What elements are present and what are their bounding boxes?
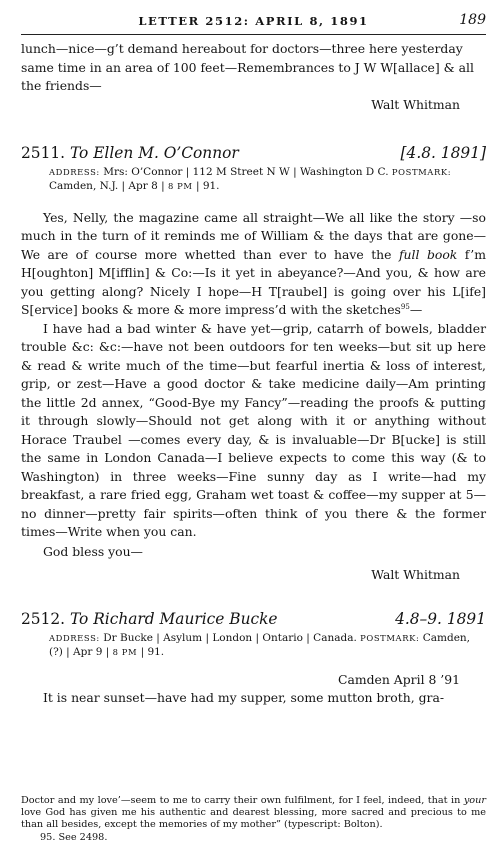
address-block: [49, 165, 486, 193]
letter-heading: [21, 610, 486, 628]
address-text: Dr Bucke | Asylum | London | Ontario | Canada.: [103, 632, 357, 644]
signature: Walt Whitman: [371, 96, 460, 112]
letter-recipient: To Richard Maurice Bucke: [69, 610, 278, 628]
signature: Walt Whitman: [371, 567, 460, 582]
letter-title: [21, 144, 239, 162]
letter-2511: [21, 144, 486, 585]
paragraph-text: f’m H[oughton] M[ifflin] & Co:—Is it yet in abeyance?—And you, & how are you getting along? Nicely I hope—H T[raubel] is going over his L[ife] S[ervice] books & more & more impress’d with the sketches: [21, 246, 486, 317]
address-block: [49, 631, 486, 659]
footnotes: [21, 795, 486, 844]
postmark-time: 8 PM: [112, 647, 138, 657]
footnote-text: Doctor and my love’—seem to me to carry their own fulfilment, for I feel, indeed, that in: [21, 795, 464, 806]
postmark-text: Camden, N.J. | Apr 8 |: [49, 179, 165, 192]
footnote: 95. See 2498.: [40, 831, 108, 843]
text-line: same time in an area of 100 feet—Remembrances to J W W[allace] & all: [21, 59, 474, 75]
text-line: lunch—nice—g’t demand hereabout for doctors—three here yesterday: [21, 41, 463, 56]
letter-heading: [21, 144, 486, 162]
paragraph-text: —: [409, 302, 423, 317]
letter-number: 2511.: [21, 143, 66, 162]
postmark-tail: | 91.: [140, 646, 165, 658]
running-head: [21, 12, 486, 35]
postmark-text: Camden, (?) | Apr 9 |: [49, 632, 471, 658]
body-paragraph: I have had a bad winter & have yet—grip, catarrh of bowels, bladder trouble &c: &c:—have not been outdoors for ten weeks—but sit up here & read & write much of the time—but fearful inertia & loss of interest, grip, or zest—Have a good doctor & take medicine daily—Am printing the little 2d annex, “Good-Bye my Fancy”—reading the proofs & putting it through slowly—Should not get along with it or anything without Horace Traubel —comes every day, & is invaluable—Dr B[ucke] is still the same in London Canada—I believe expects to come this way (& to Washington) in three weeks—Fine sunny day as I write—had my breakfast, a rare fried egg, Graham wet toast & coffee—my supper at 5—no dinner—pretty fair spirits—often think of you there & the former times—Write when you can.: [21, 320, 486, 539]
italic-text: full book: [398, 246, 458, 262]
postmark-label: POSTMARK:: [391, 166, 452, 177]
footnote-marker: 95: [400, 302, 410, 311]
letter-date: 4.8–9. 1891: [395, 610, 486, 628]
letter-title: [21, 610, 278, 628]
footnote-text: love God has given me his authentic and dearest blessing, more sacred and precious to me than all besides, except the memories of my mother” (typescript: Bolton).: [21, 807, 486, 831]
letter-recipient: To Ellen M. O’Connor: [69, 143, 239, 162]
running-head-title: LETTER 2512: APRIL 8, 1891: [138, 14, 369, 28]
footnote: [21, 795, 486, 832]
address-label: ADDRESS:: [49, 633, 100, 643]
postmark-label: POSTMARK:: [360, 633, 420, 643]
letter-number: 2512.: [21, 610, 66, 628]
body-paragraph: [21, 209, 486, 320]
text-line: the friends—: [21, 78, 102, 93]
paragraph-text: Yes, Nelly, the magazine came all straight—We all like the story —so much in the turn of it reminds me of William & the days that are gone—We are of course more whetted than ever to have the: [21, 209, 486, 262]
address-text: Mrs: O’Connor | 112 M Street N W | Washington D C.: [103, 165, 389, 178]
postmark-time: 8 PM: [167, 180, 193, 191]
address-label: ADDRESS:: [49, 166, 100, 177]
body-paragraph: It is near sunset—have had my supper, some mutton broth, gra-: [43, 690, 445, 705]
place-date: Camden April 8 ’91: [338, 672, 460, 687]
letter-date: [4.8. 1891]: [400, 143, 486, 162]
letter-2512: [21, 610, 486, 708]
continued-letter: [21, 40, 486, 114]
postmark-tail: | 91.: [195, 179, 220, 192]
closing: God bless you—: [43, 543, 143, 559]
italic-text: your: [463, 795, 486, 806]
page-number: 189: [459, 12, 486, 28]
